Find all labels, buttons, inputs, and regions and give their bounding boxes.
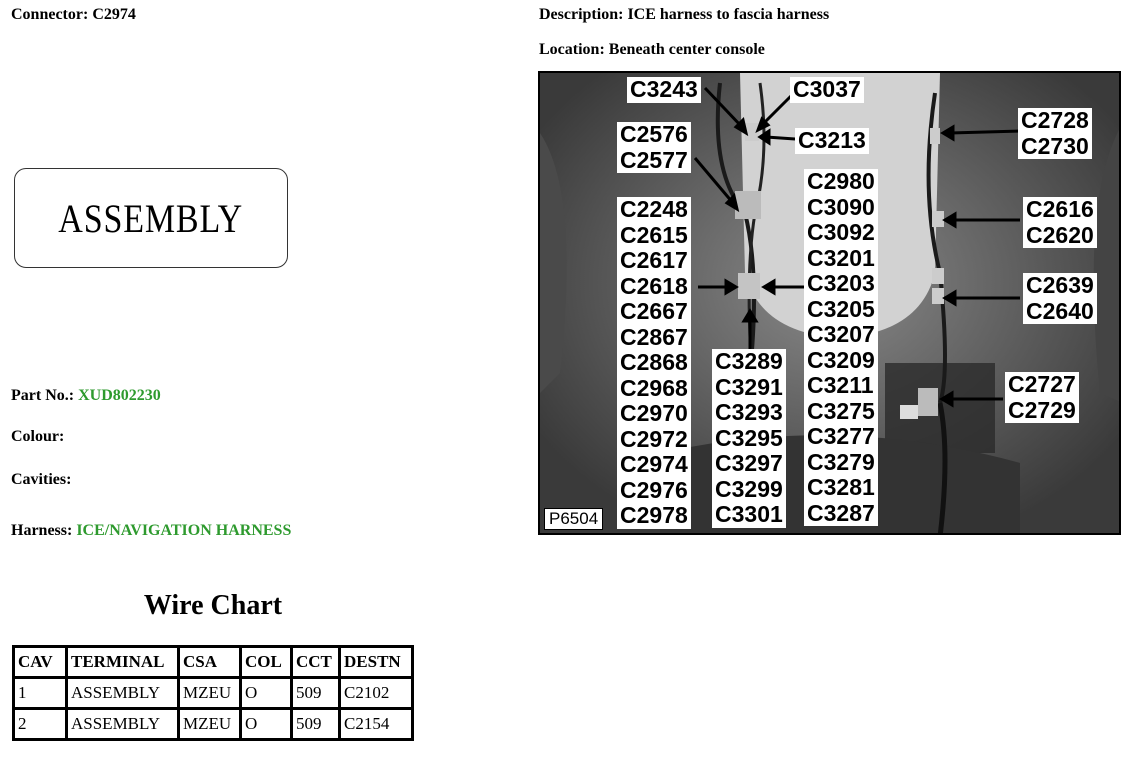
callout-group-right-mid1	[1023, 197, 1097, 248]
callout-c3213: C3213	[795, 128, 869, 154]
connector-value: C2974	[92, 6, 136, 23]
callout-label: C3277	[807, 423, 875, 449]
callout-c3037: C3037	[790, 77, 864, 103]
part-no-line	[11, 387, 161, 405]
callout-label: C3209	[807, 346, 875, 373]
callout-label: C2639	[1026, 272, 1094, 298]
wire-chart-header-row	[14, 647, 413, 678]
callout-label: C3201	[807, 244, 875, 271]
cell-terminal: ASSEMBLY	[67, 709, 179, 740]
callout-group-left-top	[617, 122, 691, 173]
harness-label: Harness:	[11, 522, 73, 539]
callout-label: C2727	[1008, 371, 1076, 397]
callout-label: C2974	[620, 451, 688, 477]
header-cav: CAV	[14, 647, 67, 678]
callout-label: C3281	[807, 474, 875, 500]
callout-label: C2577	[620, 146, 688, 173]
harness-value[interactable]: ICE/NAVIGATION HARNESS	[76, 522, 292, 539]
location-label: Location:	[539, 41, 605, 58]
callout-label: C3297	[715, 450, 783, 476]
header-col: COL	[241, 647, 292, 678]
description-value: ICE harness to fascia harness	[627, 6, 830, 23]
callout-label: C3207	[807, 321, 875, 347]
callout-label: C3287	[807, 499, 875, 526]
callout-label: C2618	[620, 272, 688, 299]
cavities-line	[11, 471, 71, 489]
colour-label: Colour:	[11, 428, 65, 445]
callout-label: C2868	[620, 349, 688, 375]
photo-id-label: P6504	[544, 508, 603, 530]
header-csa: CSA	[179, 647, 241, 678]
header-terminal: TERMINAL	[67, 647, 179, 678]
callout-label: C3275	[807, 397, 875, 424]
callout-c3243: C3243	[627, 77, 701, 103]
cavities-label: Cavities:	[11, 471, 72, 488]
colour-line	[11, 428, 64, 446]
callout-label: C2616	[1026, 196, 1094, 222]
callout-label: C2640	[1026, 297, 1094, 324]
callout-label: C3211	[807, 372, 874, 398]
callout-group-center-column	[804, 169, 878, 526]
callout-label: C2968	[620, 374, 688, 401]
callout-label: C2730	[1021, 132, 1089, 159]
callout-label: C3092	[807, 219, 875, 245]
description-label: Description:	[539, 6, 624, 23]
connector-label: Connector:	[11, 6, 89, 23]
callout-group-mid-column	[712, 349, 786, 528]
wire-chart-table	[12, 645, 414, 741]
cell-col: O	[241, 709, 292, 740]
callout-label: C2667	[620, 298, 688, 324]
cell-terminal: ASSEMBLY	[67, 678, 179, 709]
callout-group-left-column	[617, 197, 691, 529]
callout-label: C3299	[715, 475, 783, 502]
cell-csa: MZEU	[179, 678, 241, 709]
callout-label: C3295	[715, 424, 783, 451]
callout-label: C3279	[807, 448, 875, 475]
callout-group-right-bottom	[1005, 372, 1079, 423]
callout-label: C3289	[715, 348, 783, 374]
cell-cct: 509	[292, 678, 340, 709]
callout-label: C3203	[807, 270, 875, 296]
wire-chart-title: Wire Chart	[143, 590, 283, 621]
callout-label: C2978	[620, 502, 688, 528]
callout-label: C2617	[620, 247, 688, 273]
callout-label: C3301	[715, 501, 783, 527]
table-row	[14, 678, 413, 709]
cell-cct: 509	[292, 709, 340, 740]
description-line	[539, 6, 829, 24]
callout-label: C2972	[620, 425, 688, 452]
callout-label: C2620	[1026, 221, 1094, 248]
callout-label: C2867	[620, 323, 688, 350]
assembly-diagram	[14, 168, 288, 268]
callout-label: C3291	[715, 373, 783, 400]
cell-csa: MZEU	[179, 709, 241, 740]
location-line	[539, 41, 765, 59]
location-value: Beneath center console	[608, 41, 765, 58]
callout-group-right-top	[1018, 108, 1092, 159]
cell-cav: 1	[14, 678, 67, 709]
header-destn: DESTN	[340, 647, 413, 678]
assembly-text: ASSEMBLY	[58, 195, 244, 241]
callout-label: C2728	[1021, 107, 1089, 133]
connector-line	[11, 6, 136, 24]
callout-label: C2976	[620, 476, 688, 503]
cell-destn: C2154	[340, 709, 413, 740]
callout-label: C2970	[620, 400, 688, 426]
callout-label: C3090	[807, 193, 875, 220]
callout-label: C2980	[807, 168, 875, 194]
location-photo	[538, 71, 1121, 535]
callout-label: C2729	[1008, 396, 1076, 423]
harness-line	[11, 522, 291, 540]
callout-label: C3205	[807, 295, 875, 322]
callout-label: C3293	[715, 399, 783, 425]
cell-destn: C2102	[340, 678, 413, 709]
callout-label: C2248	[620, 196, 688, 222]
table-row	[14, 709, 413, 740]
cell-col: O	[241, 678, 292, 709]
header-cct: CCT	[292, 647, 340, 678]
callout-label: C2576	[620, 121, 688, 147]
part-no-value[interactable]: XUD802230	[78, 387, 161, 404]
part-no-label: Part No.:	[11, 387, 75, 404]
callout-label: C2615	[620, 221, 688, 248]
callout-group-right-mid2	[1023, 273, 1097, 324]
cell-cav: 2	[14, 709, 67, 740]
